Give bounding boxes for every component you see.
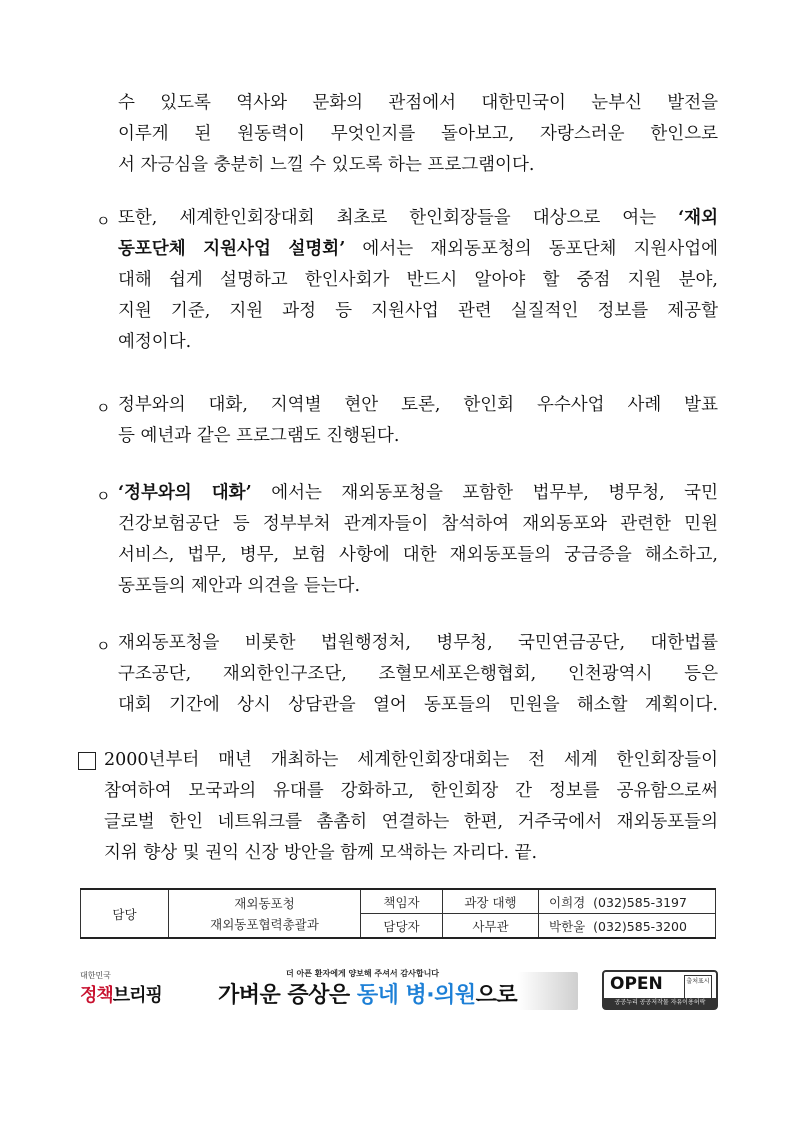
campaign-banner[interactable] [218, 968, 578, 1012]
bullet-marker: ㅇ [96, 637, 111, 655]
text-line: 예정이다. [118, 332, 192, 352]
text-line: 재외동포청을 비롯한 법원행정처, 병무청, 국민연금공단, 대한법률 [118, 633, 718, 653]
text-line: 2000년부터 매년 개최하는 세계한인회장대회는 전 세계 한인회장들이 [104, 750, 718, 770]
role-cell: 담당자 [361, 914, 443, 939]
contact-label: 담당 [81, 889, 169, 938]
text-line: 글로벌 한인 네트워크를 촘촘히 연결하는 한편, 거주국에서 재외동포들의 [104, 812, 718, 832]
banner-image [518, 972, 578, 1010]
text-line: 등 예년과 같은 프로그램도 진행된다. [118, 426, 400, 446]
banner-headline: 가벼운 증상은 동네 병·의원으로 [218, 983, 518, 1008]
square-bullet-icon [78, 752, 96, 770]
logo-wordmark: 정책브리핑 [80, 985, 162, 1006]
bullet-marker: ㅇ [96, 399, 111, 417]
bullet-paragraph-briefing [118, 203, 718, 358]
text-line: 서 자긍심을 충분히 느낄 수 있도록 하는 프로그램이다. [118, 155, 535, 175]
department-cell [169, 889, 361, 938]
division-name: 재외동포협력총괄과 [210, 916, 319, 932]
person-cell: 박한울 (032)585-3200 [539, 914, 716, 939]
logo-caption: 대한민국 [80, 971, 111, 980]
text-line: 또한, 세계한인회장대회 최초로 한인회장들을 대상으로 여는 ‘재외 [118, 208, 718, 228]
open-label: OPEN [610, 974, 663, 994]
text-line: 건강보험공단 등 정부부처 관계자들이 참석하여 재외동포와 관련한 민원 [118, 514, 718, 534]
text-line: 지위 향상 및 권익 신장 방안을 함께 모색하는 자리다. 끝. [104, 843, 538, 863]
title-cell: 사무관 [443, 914, 539, 939]
kogl-open-badge[interactable] [602, 970, 718, 1010]
text-line: 서비스, 법무, 병무, 보험 사항에 대한 재외동포들의 궁금증을 해소하고, [118, 545, 718, 565]
bullet-paragraph-dialogue [118, 478, 718, 602]
title-cell: 과장 대행 [443, 889, 539, 914]
attribution-icon: 출처표시 [684, 975, 712, 999]
text-line: 참여하여 모국과의 유대를 강화하고, 한인회장 간 정보를 공유함으로써 [104, 781, 718, 801]
role-cell: 책임자 [361, 889, 443, 914]
text-line: 구조공단, 재외한인구조단, 조혈모세포은행협회, 인천광역시 등은 [118, 664, 718, 684]
text-line: 정부와의 대화, 지역별 현안 토론, 한인회 우수사업 사례 발표 [118, 395, 718, 415]
banner-subtitle: 더 아픈 환자에게 양보해 주셔서 감사합니다 [286, 969, 440, 978]
text-line: 수 있도록 역사와 문화의 관점에서 대한민국이 눈부신 발전을 [118, 93, 718, 113]
text-line: 대회 기간에 상시 상담관을 열어 동포들의 민원을 해소할 계획이다. [118, 695, 718, 715]
bullet-paragraph-programs [118, 390, 718, 452]
footer [80, 968, 720, 1014]
contact-table [80, 888, 716, 939]
open-license-text: 공공누리 공공저작물 자유이용허락 [604, 998, 716, 1008]
bullet-paragraph-consultation [118, 628, 718, 721]
text-line: 지원 기준, 지원 과정 등 지원사업 관련 실질적인 정보를 제공할 [118, 301, 718, 321]
closing-paragraph [104, 745, 718, 869]
text-line: 이루게 된 원동력이 무엇인지를 돌아보고, 자랑스러운 한인으로 [118, 124, 718, 144]
bullet-marker: ㅇ [96, 212, 111, 230]
policy-briefing-logo[interactable] [80, 970, 180, 1012]
text-line: 대해 쉽게 설명하고 한인사회가 반드시 알아야 할 중점 지원 분야, [118, 270, 718, 290]
agency-name: 재외동포청 [234, 895, 295, 911]
text-line: 동포들의 제안과 의견을 듣는다. [118, 576, 361, 596]
text-line: ‘정부와의 대화’ 에서는 재외동포청을 포함한 법무부, 병무청, 국민 [118, 483, 718, 503]
text-line: 동포단체 지원사업 설명회’ 에서는 재외동포청의 동포단체 지원사업에 [118, 239, 718, 259]
person-cell: 이희경 (032)585-3197 [539, 889, 716, 914]
continuation-paragraph [118, 88, 718, 181]
bullet-marker: ㅇ [96, 487, 111, 505]
